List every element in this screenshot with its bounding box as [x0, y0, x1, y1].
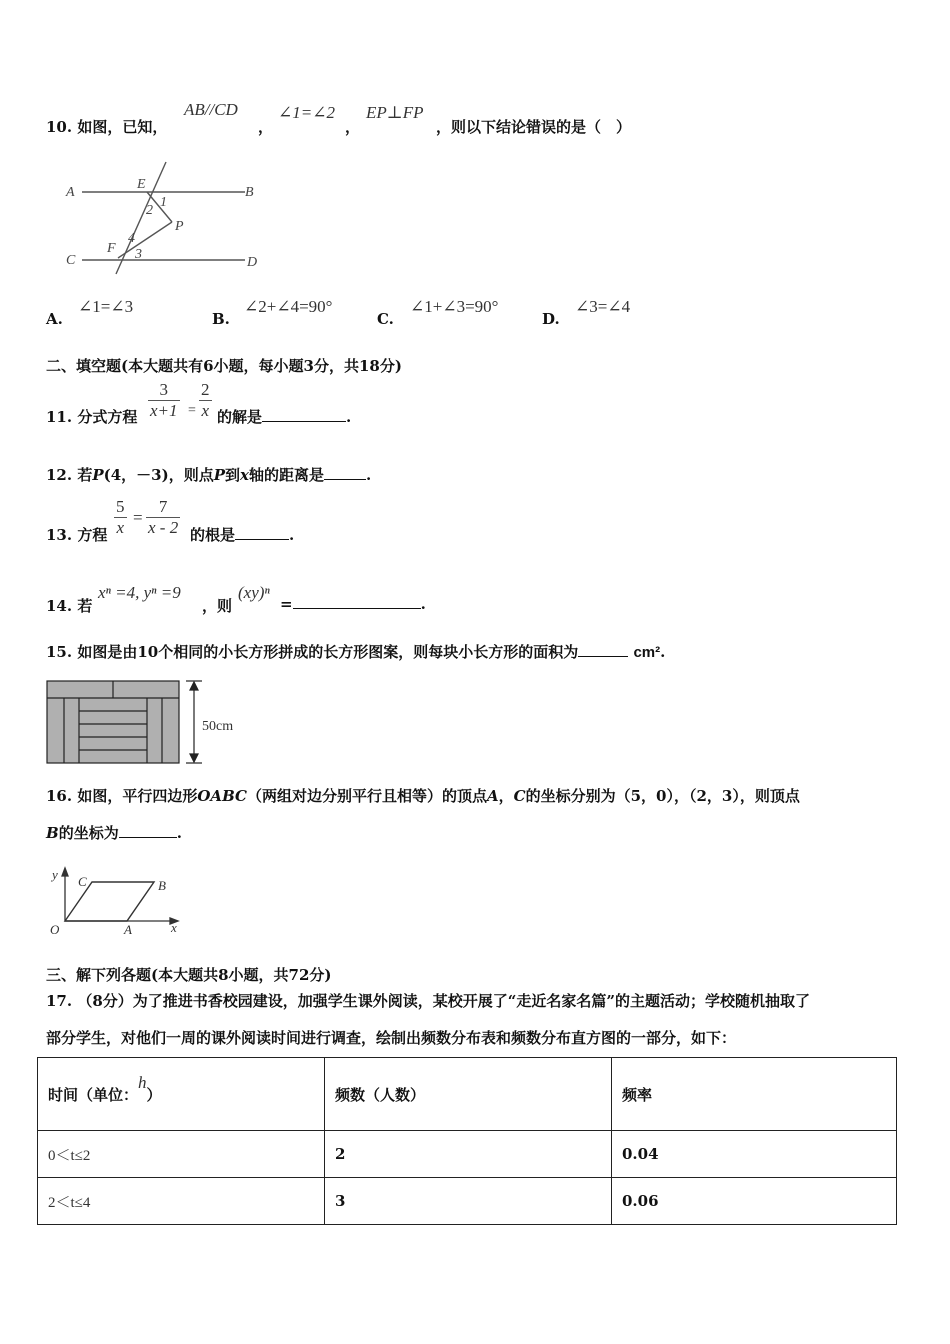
- q16-end: .: [176, 824, 182, 842]
- row-1-count: 2: [325, 1131, 612, 1178]
- q15-answer-blank[interactable]: [578, 656, 628, 657]
- q13-tail: [190, 524, 294, 545]
- q10-fig-label-e: E: [137, 177, 146, 192]
- row-2-frequency: 0.06: [612, 1178, 897, 1225]
- q16-comma: ，: [498, 787, 514, 805]
- q13-prefix: 方程: [77, 526, 108, 544]
- table-row: [38, 1178, 897, 1225]
- q10-option-a-letter: A.: [46, 310, 63, 328]
- q11-equals: =: [188, 403, 196, 418]
- frequency-table: [37, 1057, 897, 1225]
- q13-suffix: 的根是: [190, 526, 236, 544]
- q16-fig-label-y: y: [52, 867, 58, 882]
- q13-number: 13.: [46, 526, 73, 544]
- row-1-frequency: 0.04: [612, 1131, 897, 1178]
- q11-frac1-den: x+1: [150, 401, 178, 420]
- q14-expression: (xy)ⁿ: [238, 583, 270, 602]
- q10-option-d-letter: D.: [542, 310, 560, 328]
- row-1-range: 0＜t≤2: [38, 1131, 325, 1178]
- q16-point-c: C: [513, 787, 526, 805]
- q16-fig-label-c: C: [78, 874, 87, 889]
- q16-number: 16.: [46, 787, 73, 805]
- q16-fig-label-b: B: [158, 878, 166, 893]
- q15-fig-label: 50cm: [202, 719, 234, 734]
- q15-line: [46, 641, 665, 662]
- header-frequency: 频率: [612, 1058, 897, 1131]
- q12-line: [46, 464, 371, 485]
- header-count: 频数（人数）: [325, 1058, 612, 1131]
- q16-line1-b: （两组对边分别平行且相等）的顶点: [246, 787, 487, 805]
- q15-text: 如图是由10个相同的小长方形拼成的长方形图案，则每块小长方形的面积为: [77, 643, 579, 661]
- q14-tail: [280, 595, 426, 613]
- q11-tail: [217, 406, 351, 427]
- q17-line-1: [46, 990, 810, 1011]
- section-2-title: 二、填空题(本大题共有6小题，每小题3分，共18分): [46, 357, 402, 375]
- q10-option-d-expr: ∠3=∠4: [575, 297, 631, 316]
- row-2-range: 2＜t≤4: [38, 1178, 325, 1225]
- q10-cond3: EP⊥FP: [366, 103, 424, 122]
- q10-fig-label-c: C: [66, 253, 76, 268]
- header-time: [38, 1058, 325, 1131]
- q10-fig-label-4: 4: [128, 231, 135, 246]
- q13-answer-blank[interactable]: [235, 539, 289, 540]
- q11-frac2-num: 2: [201, 380, 210, 399]
- q13-frac2-num: 7: [158, 497, 168, 516]
- q14-condition: xⁿ =4, yⁿ =9: [98, 583, 181, 602]
- q11-answer-blank[interactable]: [262, 421, 346, 422]
- q15-end: .: [660, 643, 666, 661]
- header-time-label: 时间（单位：: [48, 1085, 139, 1104]
- q16-line-1: [46, 785, 800, 806]
- q11-fraction-2: [199, 380, 212, 421]
- q11-prefix: 分式方程: [77, 408, 138, 426]
- q12-number: 12.: [46, 466, 73, 484]
- q16-point-a: A: [486, 787, 499, 805]
- q16-line1-a: 如图，平行四边形: [77, 787, 198, 805]
- q10-suffix: ，则以下结论错误的是（ ）: [436, 118, 632, 136]
- q10-option-a-expr: ∠1=∠3: [78, 297, 134, 316]
- q15-number: 15.: [46, 643, 73, 661]
- header-time-unit: h: [138, 1072, 147, 1092]
- q16-shape: OABC: [197, 787, 247, 805]
- q10-fig-label-3: 3: [135, 247, 142, 262]
- q14-lead: [46, 595, 92, 616]
- q10-cond1: AB//CD: [184, 100, 238, 119]
- q16-figure: [44, 864, 194, 940]
- q11-number: 11.: [46, 408, 73, 426]
- q11-frac2-den: x: [199, 400, 212, 421]
- q17-line1: （8分）为了推进书香校园建设，加强学生课外阅读，某校开展了“走近名家名篇”的主题活动；学校随机抽取了: [77, 992, 811, 1010]
- q16-fig-label-o: O: [50, 922, 60, 937]
- q16-line2: 的坐标为: [58, 824, 119, 842]
- q12-text-c: 到: [225, 466, 241, 484]
- q10-option-b-letter: B.: [212, 310, 230, 328]
- q11-lead: [46, 406, 137, 427]
- q16-point-b: B: [46, 824, 59, 842]
- q10-fig-label-f: F: [107, 241, 116, 256]
- table-header-row: [38, 1058, 897, 1131]
- q11-fraction-1: [148, 380, 180, 421]
- q10-option-b-expr: ∠2+∠4=90°: [244, 297, 333, 316]
- q12-text-b: (4，－3)，则点: [103, 466, 214, 484]
- q16-fig-label-a: A: [124, 922, 132, 937]
- q16-line-2: [46, 822, 182, 843]
- q13-end: .: [289, 526, 295, 544]
- q12-point-2: P: [213, 466, 225, 484]
- q10-number: 10.: [46, 118, 73, 136]
- q10-line: [46, 116, 167, 137]
- q10-fig-label-1: 1: [160, 195, 167, 210]
- q14-end: .: [420, 595, 426, 613]
- header-time-close: ）: [146, 1085, 162, 1104]
- q17-line-2: 部分学生，对他们一周的课外阅读时间进行调查，绘制出频数分布表和频数分布直方图的一部分，如下：: [46, 1029, 737, 1047]
- q10-sep1: ，: [258, 118, 274, 136]
- q16-fig-label-x: x: [171, 920, 177, 935]
- q12-text-d: 轴的距离是: [248, 466, 324, 484]
- q10-cond2: ∠1=∠2: [278, 103, 335, 122]
- q10-figure: [60, 158, 270, 280]
- q12-answer-blank[interactable]: [324, 479, 366, 480]
- q10-prefix: 如图，已知，: [77, 118, 168, 136]
- section-3-title: 三、解下列各题(本大题共8小题，共72分): [46, 966, 332, 984]
- q12-point: P: [92, 466, 104, 484]
- q11-frac1-num: 3: [159, 380, 169, 399]
- q13-fraction-1: [114, 497, 127, 538]
- q13-equals: =: [133, 508, 143, 527]
- q13-frac1-den: x: [114, 517, 127, 538]
- q13-frac1-num: 5: [116, 497, 125, 516]
- q12-axis: x: [240, 466, 249, 484]
- q14-prefix: 若: [77, 597, 93, 615]
- q10-option-c-letter: C.: [377, 310, 394, 328]
- q14-equals: =: [280, 595, 293, 613]
- q11-end: .: [346, 408, 352, 426]
- q10-fig-label-p: P: [175, 219, 184, 234]
- q15-unit: cm²: [633, 644, 661, 661]
- table-row: [38, 1131, 897, 1178]
- q14-answer-blank[interactable]: [293, 608, 421, 609]
- q10-fig-label-2: 2: [146, 203, 153, 218]
- q16-line1-c: 的坐标分别为（5，0），（2，3），则顶点: [525, 787, 800, 805]
- q10-fig-label-a: A: [66, 185, 75, 200]
- q11-suffix: 的解是: [217, 408, 263, 426]
- q16-answer-blank[interactable]: [119, 837, 177, 838]
- q17-number: 17.: [46, 992, 73, 1010]
- q12-text-a: 若: [77, 466, 93, 484]
- q10-fig-label-d: D: [247, 255, 258, 270]
- q14-mid: ，则: [202, 597, 233, 615]
- row-2-count: 3: [325, 1178, 612, 1225]
- q10-fig-label-b: B: [245, 185, 254, 200]
- q10-sep2: ，: [345, 118, 361, 136]
- q13-frac2-den: x - 2: [148, 518, 179, 537]
- q13-lead: [46, 524, 107, 545]
- q12-end: .: [365, 466, 372, 484]
- q15-figure: [44, 678, 254, 768]
- q14-number: 14.: [46, 597, 73, 615]
- q10-option-c-expr: ∠1+∠3=90°: [410, 297, 499, 316]
- q13-fraction-2: [146, 497, 180, 538]
